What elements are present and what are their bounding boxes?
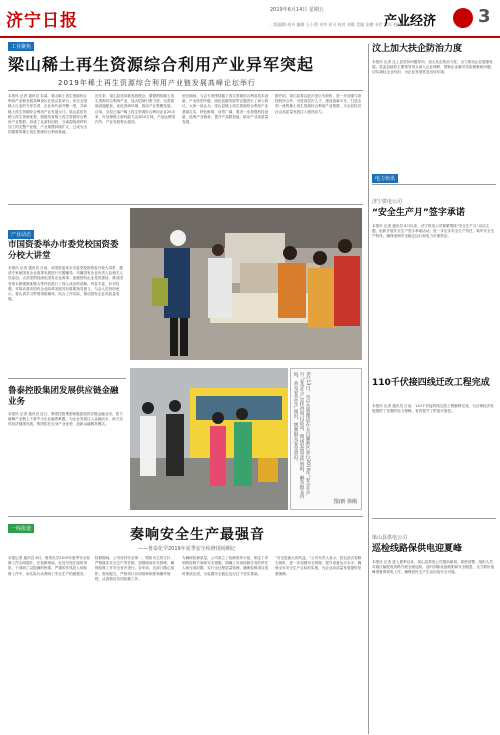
photo-caption: 6月13日，市应急管理局在太白湖新区举行2019年“安全生产月”安全生产宣传咨询日活动，现场发放宣传资料，解答群众咨询，普及安全生产知识，增强群众安全意识。 [293,372,310,499]
left-body-2: 本报讯 记者 通讯员 近日，鲁泰控股集团积极拓展供应链金融业务，着力破解产业链上下游中小企业融资难题，为企业发展注入金融活水，助力实体经济健康发展。集团依托自身产业优势，创新金融服务模式。 [8,412,123,427]
bottom-body-col4: “安全是最大的效益。”公司负责人表示，将以此次检修为契机，进一步加强安全管理，提升设备运行水平，确保全年安全生产目标的实现，为企业高质量发展提供坚强保障。 [275,556,362,576]
bottom-body-col3: 为确保检修质量，公司成立了检修领导小组，制定了详细的检修方案和安全措施，明确了各项检修任务的责任人和完成时限，实行全过程质量管理，确保检修项目按时保质完成，为装置安全稳定运行打下坚实基础。 [182,556,269,576]
divider [8,516,363,517]
bottom-subheadline: ——鲁泰化学2019年夏季安全检修现场侧记 [138,546,236,552]
lead-body-col3: 论坛期间，与会专家围绕稀土再生资源综合利用技术创新、产业转型升级、绿色低碳发展等议题进行了深入研讨。大家一致认为，梁山县稀土再生资源综合利用产业基础扎实、特色鲜明、前景广阔，要进一步加强科技创新，延伸产业链条，提升产品附加值，推动产业高质量发展。 [182,94,269,125]
staff-line: 二版编辑 何卉 编辑 王小利 刊审 何可 校对 刘维 美编 张鹏 专栏 邹军 校对 刘维 [270,22,411,27]
right-headline-1: 汶上加大扶企防治力度 [372,44,463,54]
right-body-1: 本报讯 记者 汶上县坚持问题导向，加大扶企防治力度，全力推动企业健康发展。县委县政府主要领导带头深入企业调研，帮助企业解决实际困难和问题，切实减轻企业负担，为企业发展营造良好环境。 [372,60,495,75]
left-headline-2: 鲁泰控股集团发展供应链金融业务 [8,386,119,407]
section-emblem-icon [453,8,473,28]
photo-credit: 图/新 徐刚 [333,499,357,505]
photo-caption-box [290,368,362,510]
right-body-4: 本报讯 记者 进入夏季以来，梁山县供电公司提前谋划、周密部署，组织人员对辖区输配电线路开展全面巡检，及时消除设备缺陷和安全隐患，全力做好迎峰度夏保供电工作，确保居民生产生活用电安全可靠。 [372,560,495,575]
bottom-headline: 奏响安全生产最强音 [130,527,265,543]
divider [372,184,496,185]
right-company-1: 济宁供电公司 [372,199,403,205]
lead-body-col4: 据介绍，梁山县将以此次论坛为契机，进一步加强与高校院所合作，引进高层次人才，建设创新平台，打造全国一流的稀土再生资源综合利用产业集群，为全县经济社会高质量发展注入强劲动力。 [275,94,362,114]
right-company-2: 梁山县供电公司 [372,535,408,541]
issue-date: 2019年6月14日 星期五 [270,7,324,13]
section-title: 产业经济 [384,14,437,29]
left-body-1: 本报讯 记者 通讯员 日前，市国资委举办市委党校国资委分校大讲堂，邀请专家就国有企业改革发展进行专题辅导。市属国有企业负责人及相关人员参加。大讲堂围绕深化国有企业改革、加强国有企业党的建设、推动国有资本做强做优做大等内容进行了深入浅出的讲解，内容丰富，针对性强，对推动我市国有企业改革发展具有重要指导意义。与会人员纷纷表示，将认真学习贯彻讲座精神，结合工作实际，推动国有企业高质量发展。 [8,266,123,302]
divider [8,204,363,205]
left-headline-1: 市国资委举办市委党校国资委分校大讲堂 [8,240,119,261]
lead-headline: 梁山稀土再生资源综合利用产业异军突起 [8,55,315,74]
bottom-body-col2: 检修期间，公司坚持安全第一、预防为主的方针，严格落实安全生产责任制，加强现场安全管理，确保检修工作安全有序进行。各车间、各部门精心组织、密切配合，严格执行各项规章制度和操作规程，认真做好各项检修工作。 [95,556,175,581]
newspaper-logo: 济宁日报 [6,11,78,31]
right-body-2: 本报讯 记者 通讯员 6月以来，济宁供电公司紧紧围绕“安全生产月”活动主题，组织开展安全生产签字承诺活动，进一步压实安全生产责任，筑牢安全生产防线，确保电网安全稳定运行和电力可靠供应。 [372,224,495,239]
lead-body-col1: 本报讯 记者 通讯员 本周，梁山稀土再生资源综合利用产业链发展高峰论坛在梁山县举行。来自全国稀土行业的专家学者、企业家代表齐聚一堂，共商稀土再生资源综合利用产业发展大计。梁山县依托稀土再生资源优势，积极培育稀土再生资源综合利用产业集群，形成了从废料回收、分离提纯到材料加工的完整产业链，产业规模持续扩大，已成为全国重要的稀土再生资源综合利用基地。 [8,94,88,135]
lead-subheadline: 2019年稀土再生资源综合利用产业链发展高峰论坛举行 [58,79,256,87]
right-body-3: 本报讯 记者 通讯员 日前，110千伏接四线迁改工程顺利完成，为区域经济发展提供了坚强的电力保障，有效提升了供电可靠性。 [372,404,494,414]
masthead [0,0,500,38]
page-number: 3 [478,6,491,27]
divider [8,378,126,379]
divider [372,518,496,519]
right-headline-2: “安全生产月”签字承诺 [372,208,465,218]
divider [8,90,363,91]
column-divider [368,44,369,734]
bottom-body-col1: 本报记者 通讯员 6月，鲁泰化学2019年夏季安全检修工作全面展开，在检修现场，处处可见忙碌的身影，干部职工以饱满的热情、严谨的作风投入到检修工作中，用实际行动奏响了安全生产的最强音。 [8,556,90,576]
right-headline-3: 110千伏接四线迁改工程完成 [372,378,490,388]
photo-bus-crowd [130,368,288,510]
right-headline-4: 巡检线路保供电迎夏峰 [372,544,463,554]
left-tag: 产业动态 [8,230,34,239]
photo-safety-exhibition [130,208,362,360]
lead-body-col2: 近年来，梁山县坚持新发展理念，紧紧围绕稀土再生资源综合利用产业，加大招商引资力度，完善基础设施配套，优化营商环境，推动产业集聚发展。目前，全县已落户稀土再生资源综合利用企业20余家，年处理稀土废料能力达到10万吨，产品远销国内外，产业发展势头强劲。 [95,94,176,125]
right-tag: 电力快讯 [372,174,398,183]
bottom-tag: 一线报道 [8,524,34,533]
lead-tag: 工业聚焦 [8,42,34,51]
